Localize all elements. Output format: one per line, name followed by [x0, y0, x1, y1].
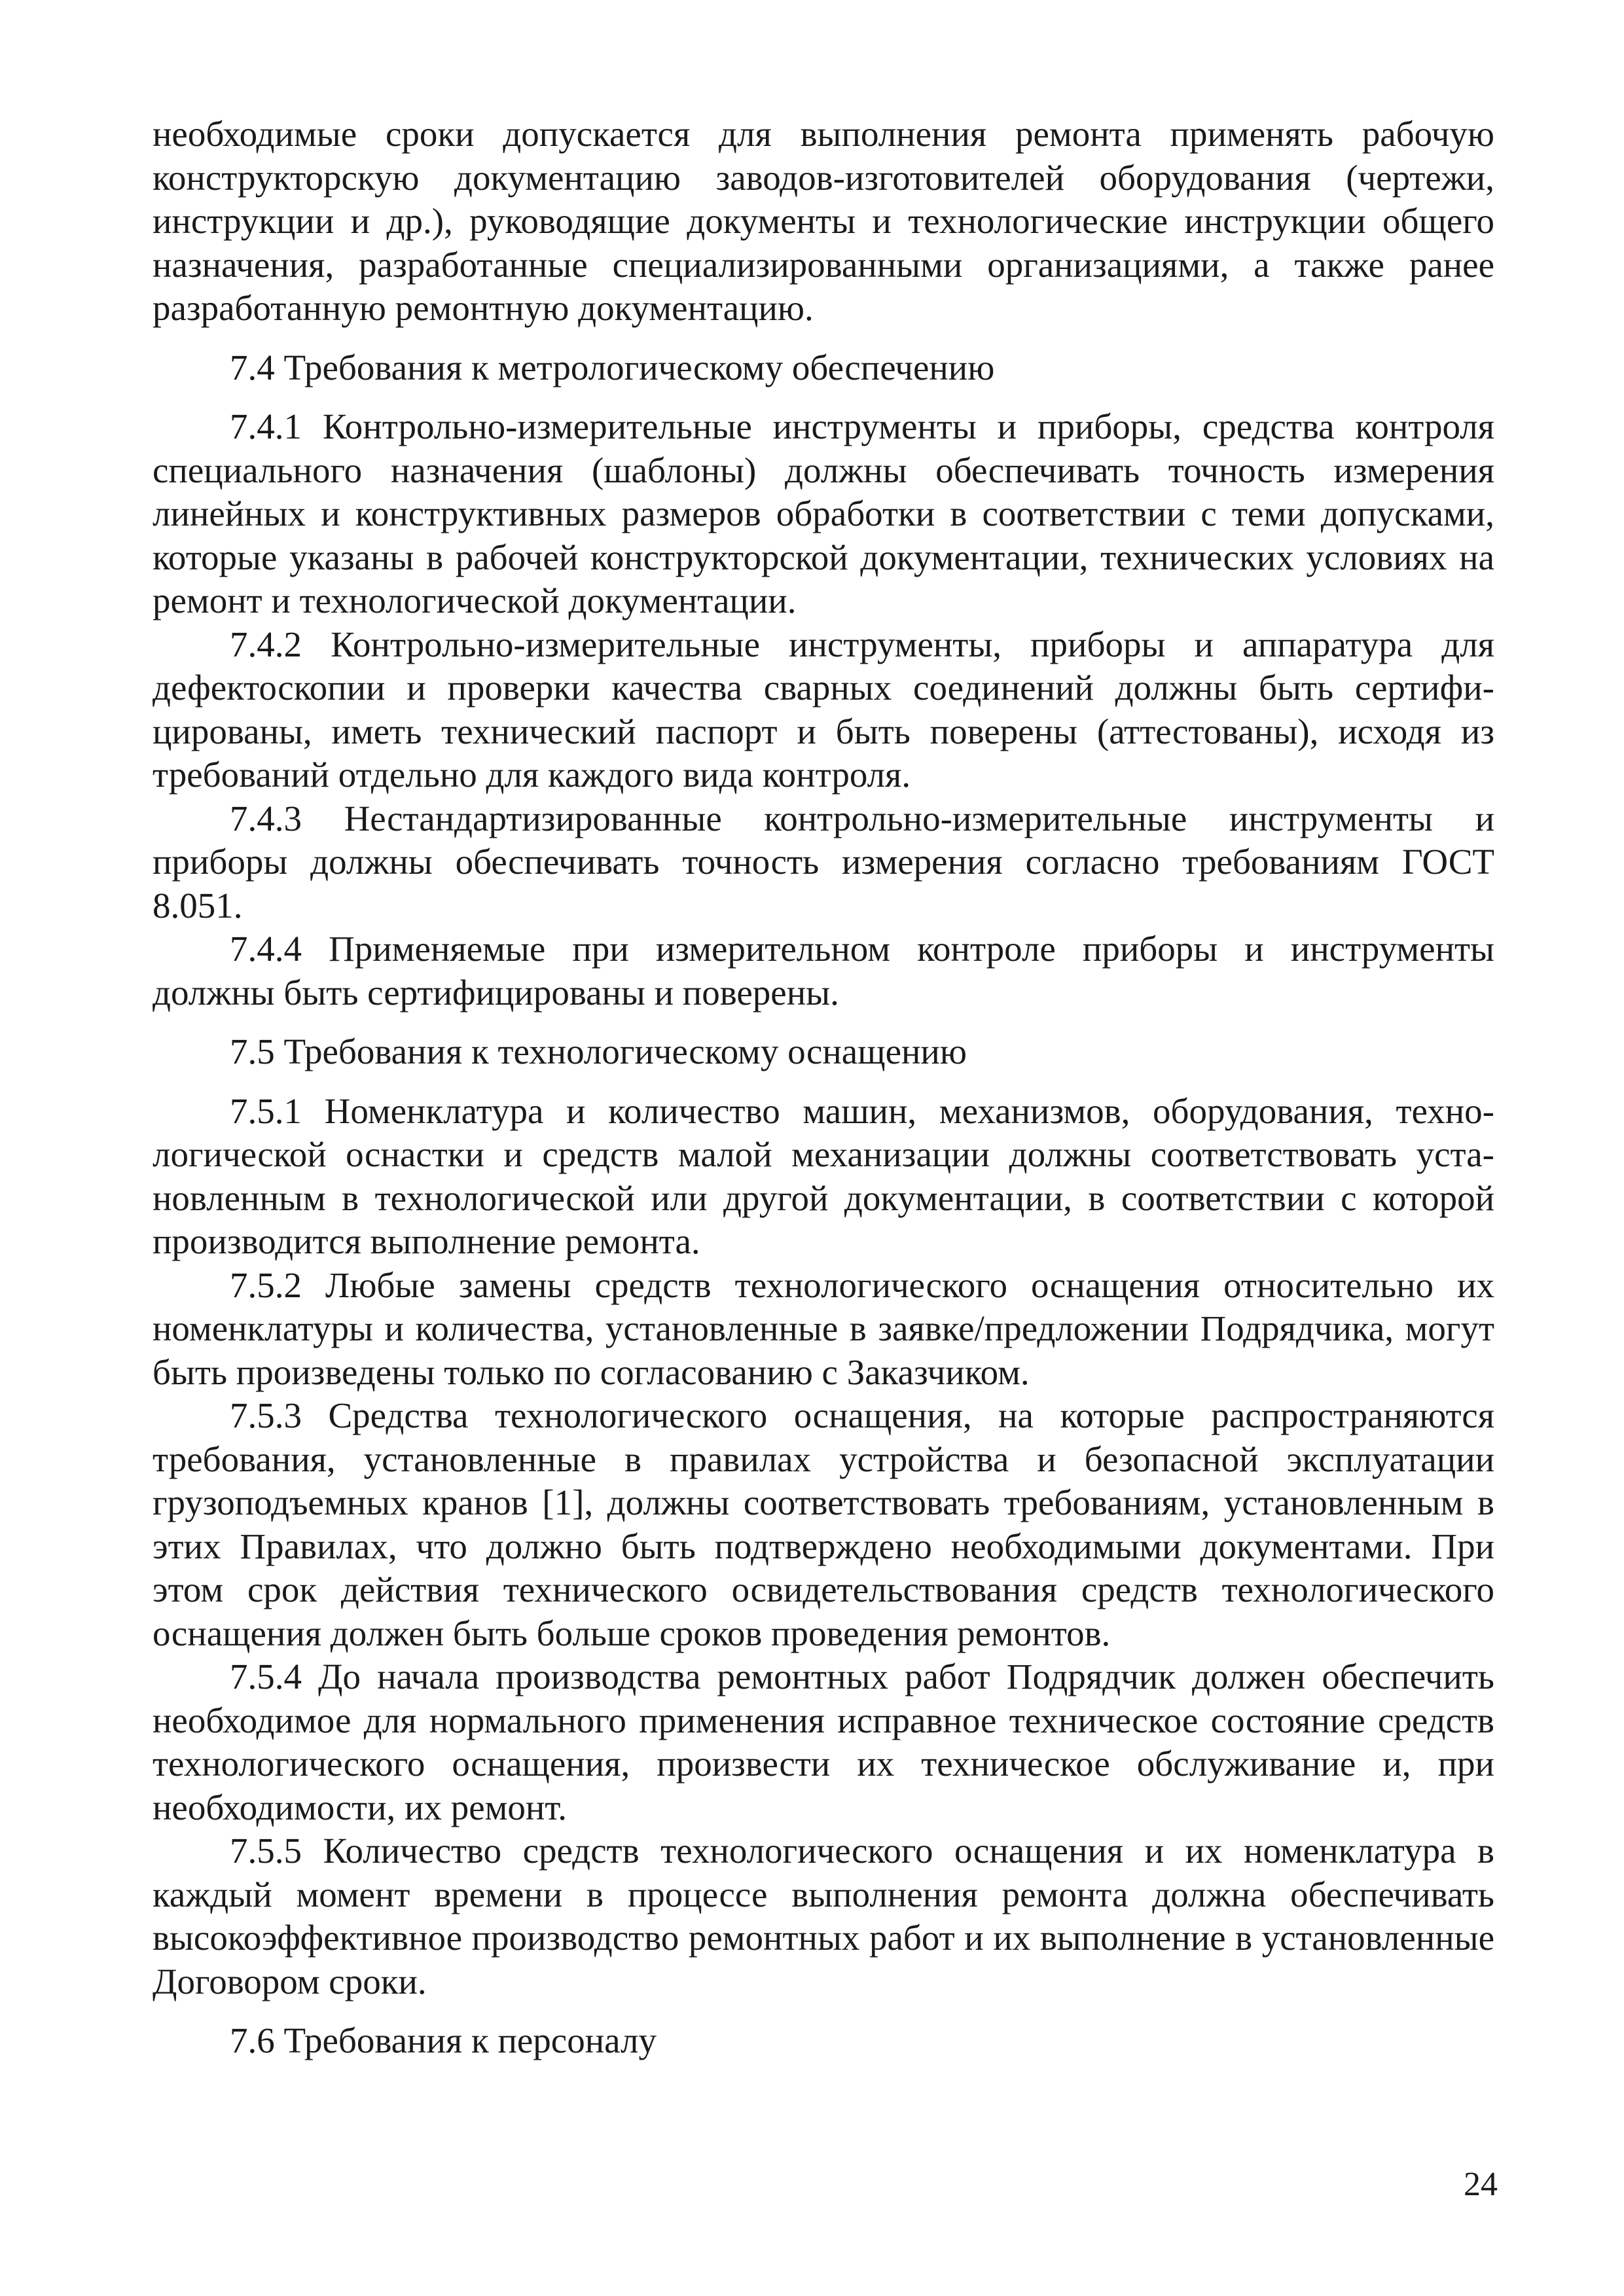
- section-heading-7-4: 7.4 Требования к метрологическому обеспечению: [230, 347, 995, 387]
- paragraph-7-4-1: 7.4.1 Контрольно-измерительные инструменты и приборы, средства контроля специального назначения (шаблоны) должны обеспечивать точность измерения линейных и конструктивных размеров обработки в соответствии с теми допусками, которые указаны в рабочей конструкторской документации, технических условиях на ремонт и технологической документации.: [153, 406, 1494, 620]
- paragraph-7-4-2: 7.4.2 Контрольно-измерительные инструменты, приборы и аппаратура для дефектоскопии и проверки качества сварных соединений должны быть сертифицированы, иметь технический паспорт и быть поверены (аттестованы), исходя из требований отдельно для каждого вида контроля.: [153, 624, 1494, 795]
- paragraph-7-5-1: 7.5.1 Номенклатура и количество машин, механизмов, оборудования, технологической оснастки и средств малой механизации должны соответствовать установленным в технологической или другой документации, в соответствии с которой производится выполнение ремонта.: [153, 1090, 1494, 1261]
- paragraph-intro: необходимые сроки допускается для выполнения ремонта применять рабочую конструкторскую документацию заводов-изготовителей оборудования (чертежи, инструкции и др.), руководящие документы и технологические инструкции общего назначения, разработанные специализированными организациями, а также ранее разработанную ремонтную документацию.: [153, 114, 1494, 328]
- paragraph-7-5-5: 7.5.5 Количество средств технологического оснащения и их номенклатура в каждый момент времени в процессе выполнения ремонта должна обеспечивать высокоэффективное производство ремонтных работ и их выполнение в установленные Договором сроки.: [153, 1831, 1494, 2001]
- paragraph-7-5-3: 7.5.3 Средства технологического оснащения, на которые распространяются требования, установленные в правилах устройства и безопасной эксплуатации грузоподъемных кранов [1], должны соответствовать требованиям, установленным в этих Правилах, что должно быть подтверждено необходимыми документами. При этом срок действия технического освидетельствования средств технологического оснащения должен быть больше сроков проведения ремонтов.: [153, 1395, 1494, 1653]
- paragraph-7-5-2: 7.5.2 Любые замены средств технологического оснащения относительно их номенклатуры и количества, установленные в заявке/предложении Подрядчика, могут быть произведены только по согласованию с Заказчиком.: [153, 1265, 1494, 1392]
- section-heading-7-5: 7.5 Требования к технологическому оснащению: [230, 1031, 967, 1071]
- page-number: 24: [1464, 2166, 1498, 2203]
- paragraph-7-4-3: 7.4.3 Нестандартизированные контрольно-измерительные инструменты и приборы должны обеспечивать точность измерения согласно требованиям ГОСТ 8.051.: [153, 798, 1494, 925]
- document-page: [153, 113, 1494, 2063]
- paragraph-7-5-4: 7.5.4 До начала производства ремонтных работ Подрядчик должен обеспечить необходимое для нормального применения исправное техническое состояние средств технологического оснащения, произвести их техническое обслуживание и, при необходимости, их ремонт.: [153, 1657, 1494, 1827]
- section-heading-7-6: 7.6 Требования к персоналу: [230, 2020, 657, 2060]
- paragraph-7-4-4: 7.4.4 Применяемые при измерительном контроле приборы и инструменты должны быть сертифицированы и поверены.: [153, 929, 1494, 1013]
